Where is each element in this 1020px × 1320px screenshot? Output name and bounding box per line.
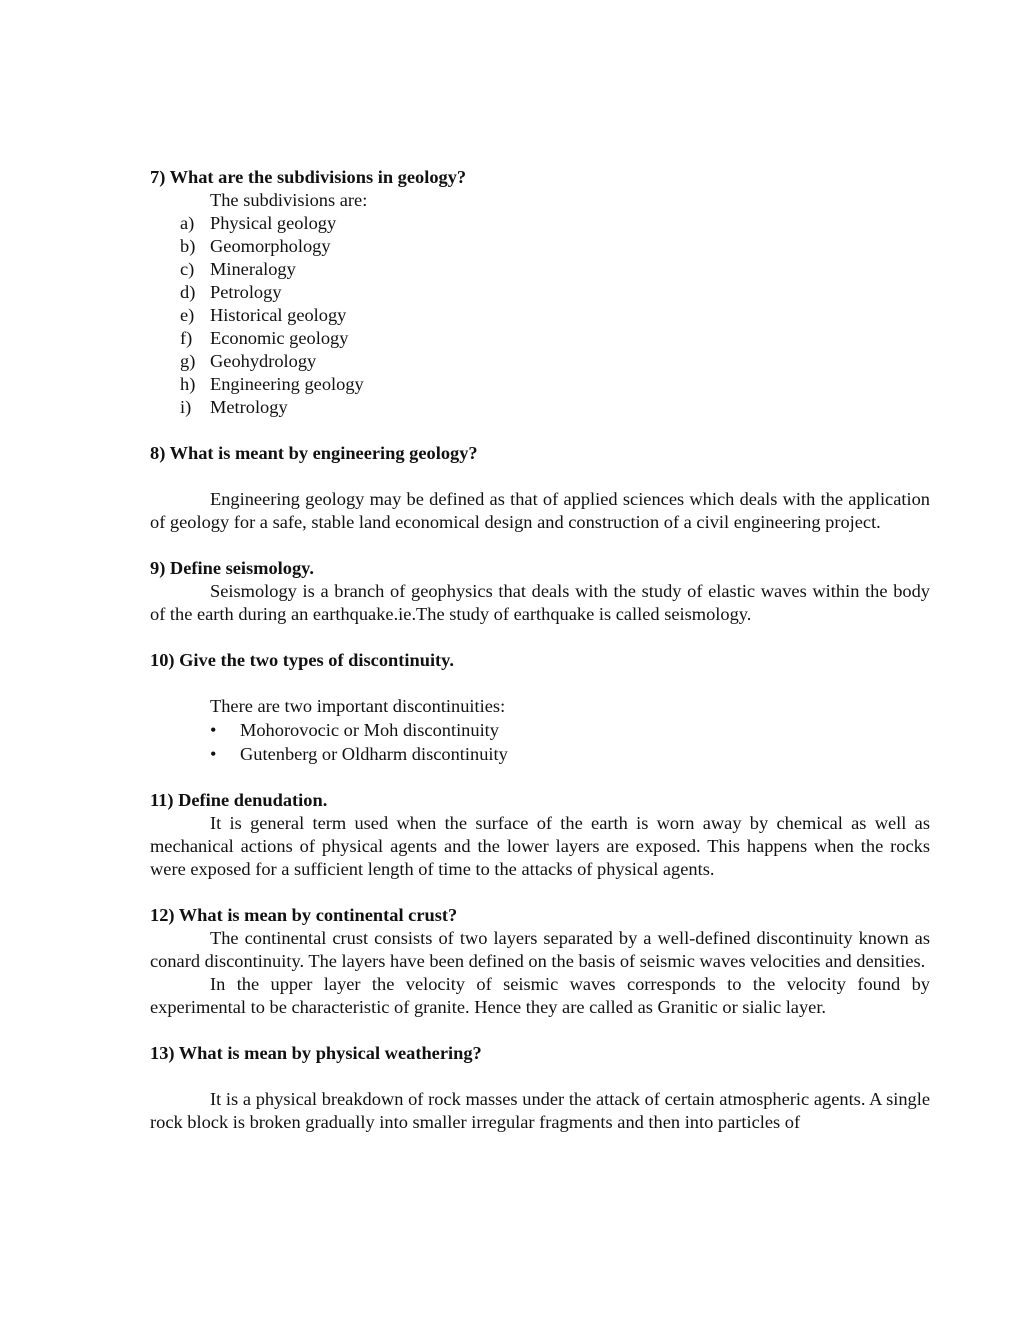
question-13 xyxy=(150,1042,930,1134)
question-heading: 9) Define seismology. xyxy=(150,558,314,578)
list-item-text: Metrology xyxy=(210,397,288,417)
answer-intro: There are two important discontinuities: xyxy=(210,696,506,716)
question-11 xyxy=(150,789,930,881)
list-item xyxy=(150,373,930,396)
answer-paragraph: In the upper layer the velocity of seismic waves corresponds to the velocity found by experimental to be characteristic of granite. Hence they are called as Granitic or sialic layer. xyxy=(150,974,930,1017)
question-heading: 13) What is mean by physical weathering? xyxy=(150,1043,482,1063)
question-heading: 8) What is meant by engineering geology? xyxy=(150,443,478,463)
list-item xyxy=(150,327,930,350)
list-item-text: Geohydrology xyxy=(210,351,317,371)
list-item xyxy=(150,718,930,742)
bullet-icon: • xyxy=(210,720,217,740)
question-heading: 10) Give the two types of discontinuity. xyxy=(150,650,454,670)
answer-intro: The subdivisions are: xyxy=(210,190,368,210)
bullet-icon: • xyxy=(210,744,217,764)
answer-paragraph: Seismology is a branch of geophysics that deals with the study of elastic waves within the body of the earth during an earthquake.ie.The study of earthquake is called seismology. xyxy=(150,581,930,624)
list-item-text: Mineralogy xyxy=(210,259,296,279)
list-item xyxy=(150,350,930,373)
question-10 xyxy=(150,649,930,766)
list-marker: i) xyxy=(180,397,192,417)
list-marker: d) xyxy=(180,282,196,302)
list-item xyxy=(150,396,930,419)
question-heading: 11) Define denudation. xyxy=(150,790,328,810)
list-marker: f) xyxy=(180,328,193,348)
answer-paragraph: It is general term used when the surface of the earth is worn away by chemical as well as mechanical actions of physical agents and the lower layers are exposed. This happens when the rocks were exposed for a sufficient length of time to the attacks of physical agents. xyxy=(150,813,930,879)
document-page xyxy=(150,166,930,1134)
answer-paragraph: Engineering geology may be defined as that of applied sciences which deals with the application of geology for a safe, stable land economical design and construction of a civil engineering project. xyxy=(150,489,930,532)
question-7 xyxy=(150,166,930,419)
list-item xyxy=(150,281,930,304)
list-marker: g) xyxy=(180,351,196,371)
list-item-text: Economic geology xyxy=(210,328,349,348)
answer-paragraph: The continental crust consists of two layers separated by a well-defined discontinuity known as conard discontinuity. The layers have been defined on the basis of seismic waves velocities and densities. xyxy=(150,928,930,971)
question-heading: 12) What is mean by continental crust? xyxy=(150,905,458,925)
question-8 xyxy=(150,442,930,534)
list-item xyxy=(150,742,930,766)
list-item-text: Historical geology xyxy=(210,305,347,325)
answer-paragraph: It is a physical breakdown of rock masses under the attack of certain atmospheric agents. A single rock block is broken gradually into smaller irregular fragments and then into particles of xyxy=(150,1089,930,1132)
list-marker: b) xyxy=(180,236,196,256)
question-heading: 7) What are the subdivisions in geology? xyxy=(150,167,467,187)
list-item-text: Petrology xyxy=(210,282,282,302)
list-item-text: Mohorovocic or Moh discontinuity xyxy=(240,720,499,740)
list-item xyxy=(150,258,930,281)
list-marker: c) xyxy=(180,259,195,279)
list-item-text: Engineering geology xyxy=(210,374,364,394)
list-marker: e) xyxy=(180,305,195,325)
list-item-text: Physical geology xyxy=(210,213,337,233)
subdivision-list xyxy=(150,212,930,419)
list-item xyxy=(150,235,930,258)
discontinuity-list xyxy=(150,718,930,766)
question-9 xyxy=(150,557,930,626)
list-item-text: Geomorphology xyxy=(210,236,331,256)
list-item-text: Gutenberg or Oldharm discontinuity xyxy=(240,744,508,764)
list-marker: a) xyxy=(180,213,195,233)
list-marker: h) xyxy=(180,374,196,394)
list-item xyxy=(150,212,930,235)
question-12 xyxy=(150,904,930,1019)
list-item xyxy=(150,304,930,327)
